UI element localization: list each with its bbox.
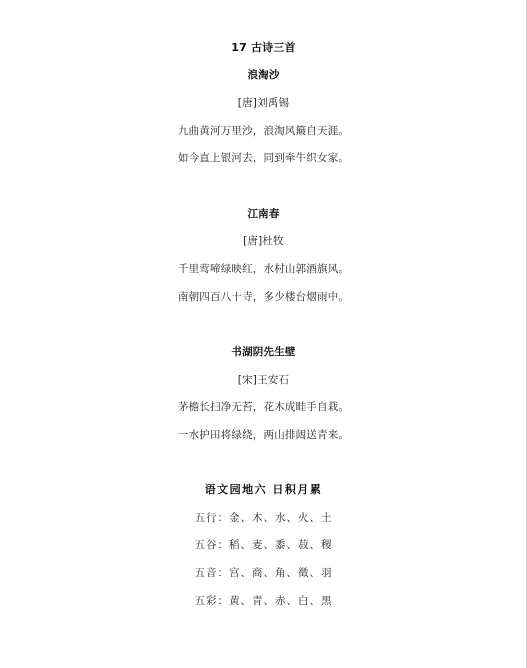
poem-author: [唐]刘禹锡: [237, 97, 290, 109]
poem-line: 南朝四百八十寺，多少楼台烟雨中。: [177, 291, 350, 303]
list-item: 五行：金、木、水、火、土: [194, 512, 333, 524]
poem-line: 如今直上银河去，同到牵牛织女家。: [177, 152, 350, 164]
poem-line: 一水护田将绿绕，两山排闼送青来。: [177, 429, 350, 441]
poem-line: 九曲黄河万里沙，浪淘风簸自天涯。: [177, 125, 350, 137]
poem-title: 书湖阴先生壁: [231, 346, 296, 358]
poem-line: 千里莺啼绿映红，水村山郭酒旗风。: [177, 263, 350, 275]
poem-author: [唐]杜牧: [243, 235, 284, 247]
list-item: 五音：宫、商、角、徵、羽: [194, 567, 333, 579]
list-item: 五彩：黄、青、赤、白、黑: [194, 595, 333, 607]
poem-author: [宋]王安石: [237, 374, 290, 386]
poem-line: 茅檐长扫净无苔，花木成畦手自栽。: [177, 401, 350, 413]
section-title: 语文园地六 日积月累: [204, 483, 323, 496]
lesson-title: 17 古诗三首: [231, 41, 296, 54]
poem-title: 浪淘沙: [247, 69, 280, 81]
list-item: 五谷：稻、麦、黍、菽、稷: [194, 539, 333, 551]
poem-title: 江南春: [247, 208, 280, 220]
